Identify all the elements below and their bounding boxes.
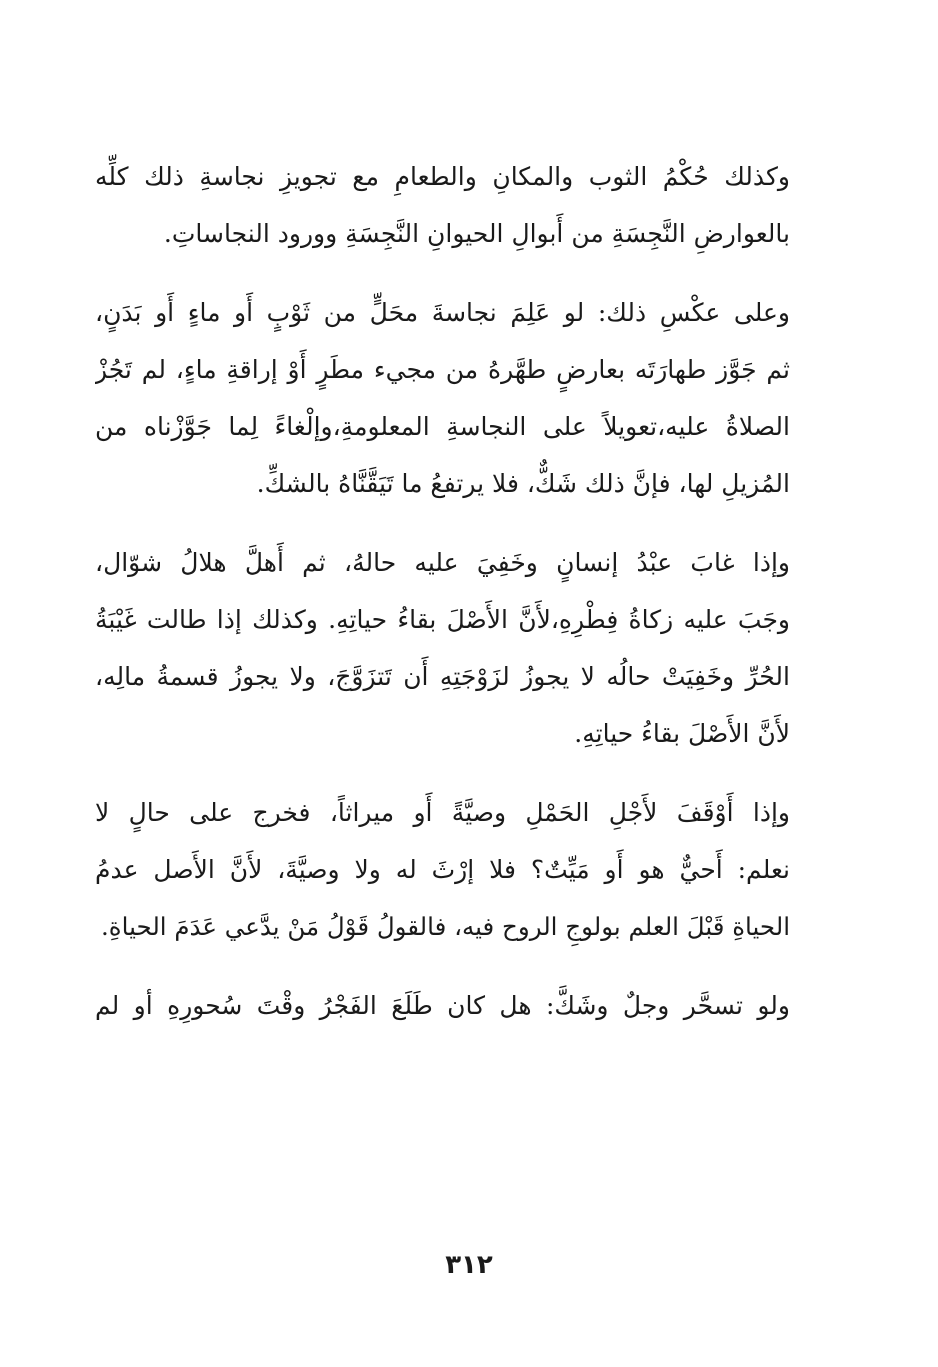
text-line: لأَنَّ الأَصْلَ بقاءُ حياتِهِ. <box>574 719 790 748</box>
text-line: وإذا أَوْقَفَ لأَجْلِ الحَمْلِ وصيَّةً أَو ميراثاً، فخرج على حالٍ لا <box>95 798 790 827</box>
text-line: الحُرِّ وخَفِيَتْ حالُه لا يجوزُ لزَوْجَتِهِ أَن تَتزَوَّجَ، ولا يجوزُ قسمةُ مالِه، <box>95 662 790 691</box>
paragraph-3 <box>95 534 790 762</box>
text-line: الحياةِ قَبْلَ العلم بولوجِ الروح فيه، فالقولُ قَوْلُ مَنْ يدَّعي عَدَمَ الحياةِ. <box>101 912 790 941</box>
text-line: ثم جَوَّز طهارَتَه بعارضٍ طهَّرهُ من مجيء مطَرٍ أَوْ إراقةِ ماءٍ، لم تَجُزْ <box>95 355 790 384</box>
text-line: وعلى عكْسِ ذلك: لو عَلِمَ نجاسةَ محَلٍّ من ثَوْبٍ أَو ماءٍ أَو بَدَنٍ، <box>95 298 790 327</box>
text-line: وإذا غابَ عبْدُ إنسانٍ وخَفِيَ عليه حالهُ، ثم أَهلَّ هلالُ شوّال، <box>95 548 790 577</box>
paragraph-4 <box>95 784 790 955</box>
body-text <box>95 148 790 1056</box>
text-line: بالعوارضِ النَّجِسَةِ من أَبوالِ الحيوانِ النَّجِسَةِ وورود النجاساتِ. <box>163 219 790 248</box>
paragraph-5 <box>95 977 790 1034</box>
page-number: ٣١٢ <box>445 1250 493 1280</box>
text-line: وكذلك حُكْمُ الثوب والمكانِ والطعامِ مع تجويزِ نجاسةِ ذلك كلِّه <box>95 162 790 191</box>
paragraph-2 <box>95 284 790 512</box>
text-line: المُزيلِ لها، فإنَّ ذلك شَكٌّ، فلا يرتفعُ ما تَيَقَّنَّاهُ بالشكِّ. <box>256 469 790 498</box>
text-line: الصلاةُ عليه،تعويلاً على النجاسةِ المعلومةِ،وإلْغاءً لِما جَوَّزْناه من <box>95 412 790 441</box>
text-line: ولو تسحَّر وجلٌ وشَكَّ: هل كان طَلَعَ الفَجْرُ وقْتَ سُحورِهِ أو لم <box>95 991 790 1020</box>
text-line: وجَبَ عليه زكاةُ فِطْرِهِ،لأَنَّ الأَصْلَ بقاءُ حياتِهِ. وكذلك إذا طالت غَيْبَةُ <box>95 605 790 634</box>
paragraph-1 <box>95 148 790 262</box>
text-line: نعلم: أَحيٌّ هو أَو مَيِّتٌ؟ فلا إرْثَ له ولا وصيَّةَ، لأَنَّ الأَصل عدمُ <box>95 855 790 884</box>
